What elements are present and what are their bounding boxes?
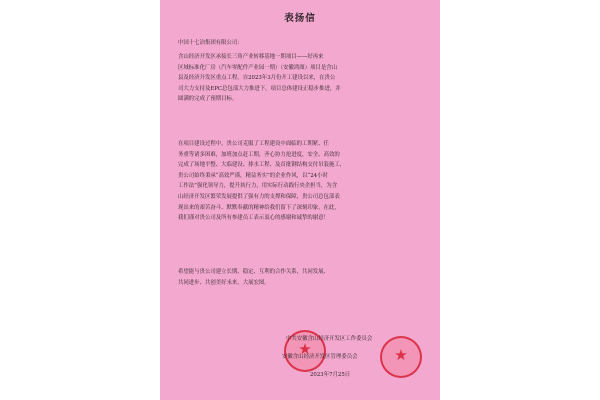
paragraph-line: 县及经济开发区重点工程。自2023年3月份开工建设以来，在贵公 (178, 75, 336, 82)
paragraph-line: 山经济开发区繁荣发展提供了强有力的支撑和保障，贵公司总包部表 (178, 193, 340, 200)
paragraph-line: 务重等诸多困难，加班加点赶工期，齐心协力抢进度，安全、高效的 (178, 151, 340, 158)
paragraph-line: 共同进步、共创美好未来，大展宏图。 (178, 279, 270, 286)
paragraph-1 (178, 52, 428, 105)
paragraph-line: 完成了场地平整、大临建设、排水工程、及首批钢结构交付吊装施工， (178, 162, 346, 169)
paragraph-line: 贵公司始终秉承“高效严谨，精益务实”的企业作风，以“24小时 (178, 172, 328, 179)
paragraph-line: 希望能与贵公司建立长期、稳定、互利的合作关系，共同发展、 (178, 269, 329, 275)
signature-date: 2023年7月25日 (310, 372, 351, 378)
paragraph-line: 含山经济开发区承接长三角产业转移基地一期项目——好再来 (178, 54, 324, 60)
seal-star-icon: ★ (394, 346, 408, 364)
seal-star-icon: ★ (298, 340, 312, 358)
paragraph-line: 区域标准化厂房（汽车零配件产业园一期）（安徽鸿图）项目是含山 (178, 64, 338, 71)
letter-title: 表扬信 (284, 13, 316, 24)
official-seal-right (380, 336, 422, 378)
paragraph-line: 我们谨对贵公司及所有参建员工表示衷心的感谢和诚挚的谢意！ (178, 215, 329, 222)
signature-line-1: 中共安徽含山经济开发区工作委员会 (286, 336, 373, 342)
paragraph-line: 在项目建设过程中，贵公司克服了工程建设中面临的工期紧、任 (178, 141, 329, 147)
paragraph-line: 圆满的完成了预期目标。 (178, 96, 238, 103)
paragraph-line: 现出来的艰苦奋斗、默默奉献的精神给我们留下了深刻印象。在此， (178, 204, 340, 211)
paragraph-line: 工作法”强化领导力，提升执行力，用实际行动践行央企担当，为含 (178, 183, 338, 190)
paragraph-3 (178, 267, 428, 288)
paragraph-line: 司大力支持及EPC总包部大力推进下，项目总体建设正稳步推进，并 (178, 85, 341, 92)
salutation: 中国十七冶集团有限公司： (178, 40, 243, 46)
paragraph-2 (178, 139, 428, 224)
signature-line-2: 安徽含山经济开发区管理委员会 (282, 354, 358, 360)
commendation-letter (160, 0, 440, 400)
